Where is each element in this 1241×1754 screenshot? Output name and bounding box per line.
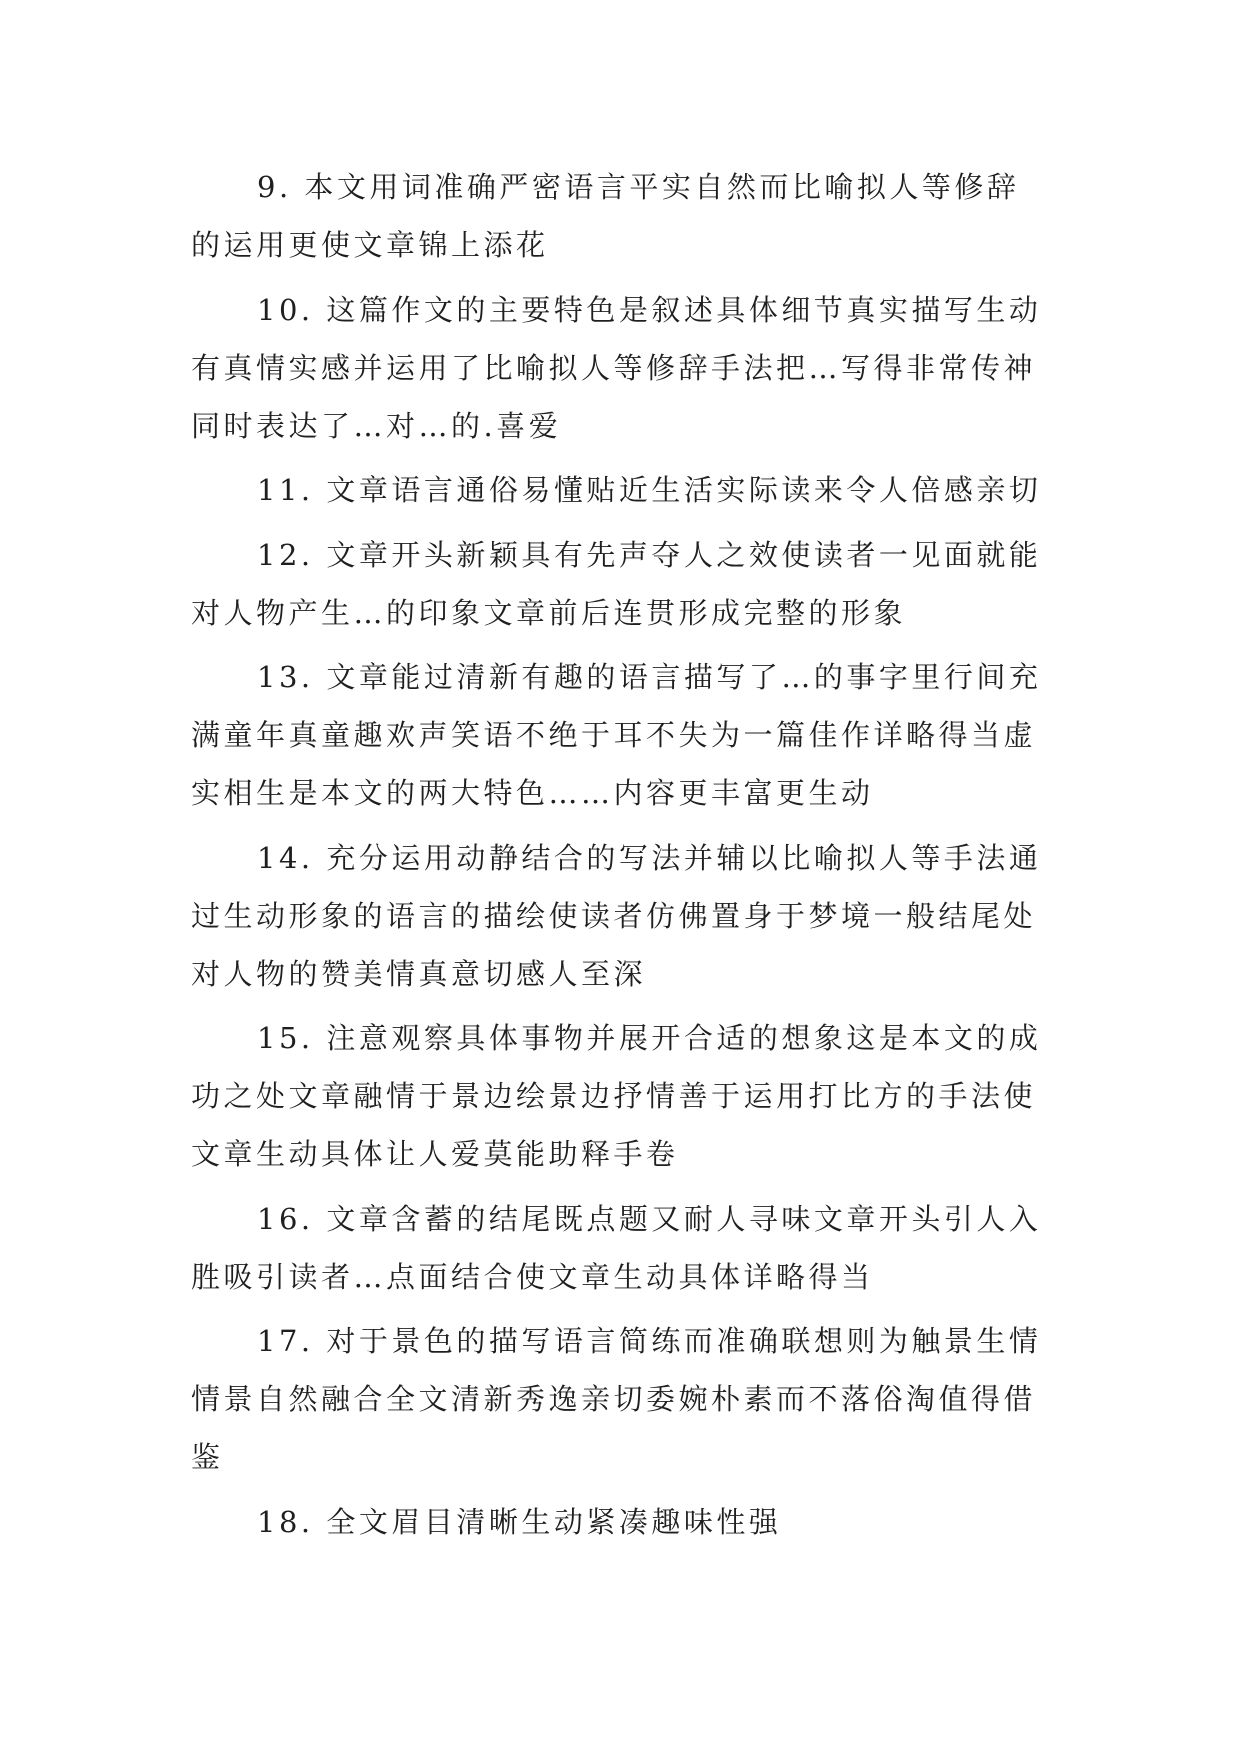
paragraph-11: 11. 文章语言通俗易懂贴近生活实际读来令人倍感亲切 bbox=[257, 473, 1042, 507]
document-body bbox=[191, 158, 1051, 1557]
paragraph-13: 13. 文章能过清新有趣的语言描写了…的事字里行间充满童年真童趣欢声笑语不绝于耳不失为一篇佳作详略得当虚实相生是本文的两大特色……内容更丰富更生动 bbox=[191, 660, 1042, 810]
paragraph-16: 16. 文章含蓄的结尾既点题又耐人寻味文章开头引人入胜吸引读者…点面结合使文章生动具体详略得当 bbox=[191, 1201, 1042, 1294]
paragraph-15: 15. 注意观察具体事物并展开合适的想象这是本文的成功之处文章融情于景边绘景边抒情善于运用打比方的手法使文章生动具体让人爱莫能助释手卷 bbox=[191, 1021, 1042, 1171]
paragraph-9: 9. 本文用词准确严密语言平实自然而比喻拟人等修辞的运用更使文章锦上添花 bbox=[191, 170, 1020, 262]
paragraph-12: 12. 文章开头新颖具有先声夺人之效使读者一见面就能对人物产生…的印象文章前后连贯形成完整的形象 bbox=[191, 537, 1042, 630]
paragraph-18: 18. 全文眉目清晰生动紧凑趣味性强 bbox=[257, 1504, 782, 1539]
paragraph-14: 14. 充分运用动静结合的写法并辅以比喻拟人等手法通过生动形象的语言的描绘使读者仿佛置身于梦境一般结尾处对人物的赞美情真意切感人至深 bbox=[191, 840, 1042, 991]
paragraph-17: 17. 对于景色的描写语言简练而准确联想则为触景生情情景自然融合全文清新秀逸亲切委婉朴素而不落俗淘值得借鉴 bbox=[191, 1324, 1042, 1474]
paragraph-10: 10. 这篇作文的主要特色是叙述具体细节真实描写生动有真情实感并运用了比喻拟人等修辞手法把…写得非常传神同时表达了…对…的.喜爱 bbox=[191, 292, 1042, 443]
